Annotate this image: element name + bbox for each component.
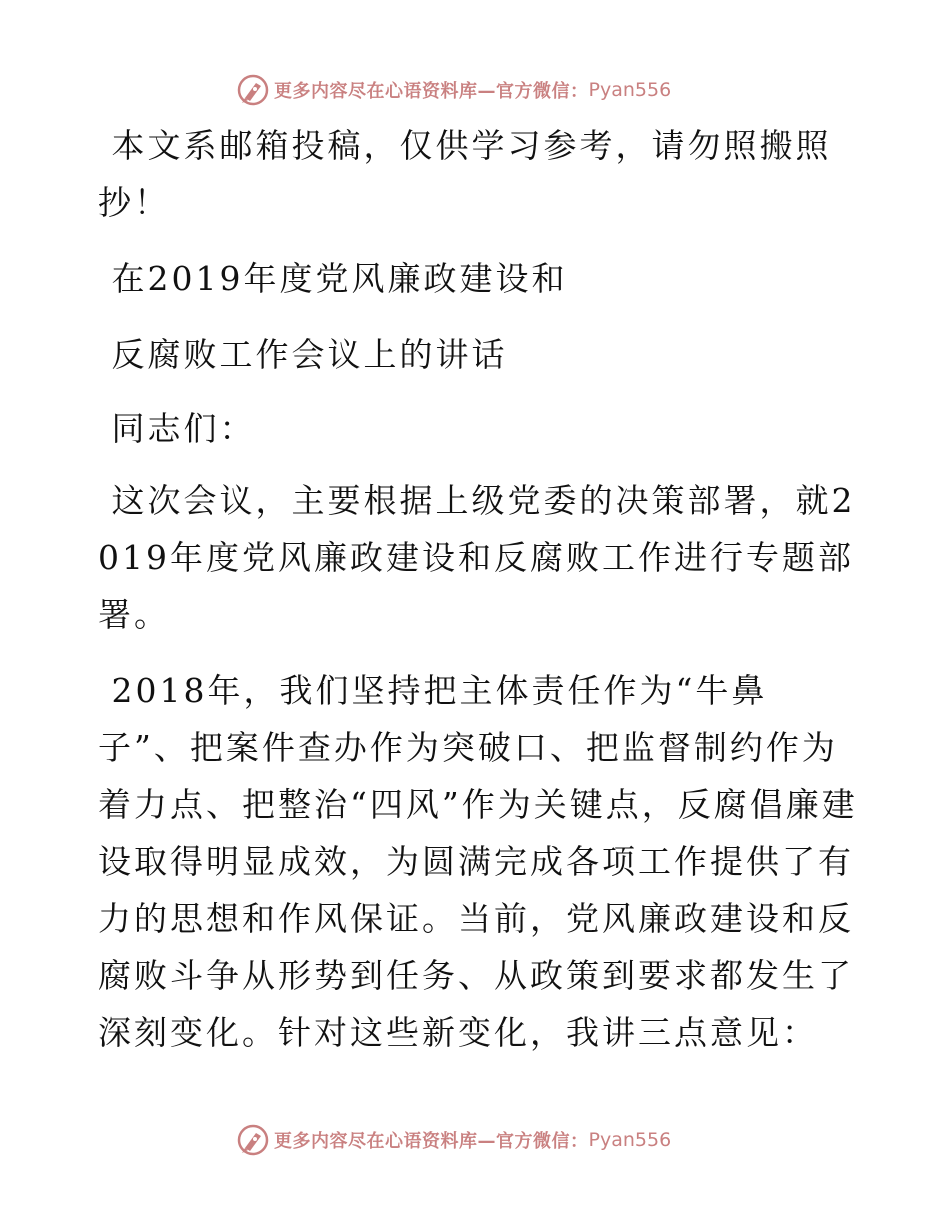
title-line-1: 在2019年度党风廉政建设和 <box>98 259 568 298</box>
paragraph-1: 这次会议，主要根据上级党委的决策部署，就2019年度党风廉政建设和反腐败工作进行专题部署。 <box>98 481 856 634</box>
notice-paragraph: 本文系邮箱投稿，仅供学习参考，请勿照搬照抄！ <box>98 126 832 222</box>
paragraph-2: 2018年，我们坚持把主体责任作为“牛鼻子”、把案件查办作为突破口、把监督制约作为着力点、把整治“四风”作为关键点，反腐倡廉建设取得明显成效，为圆满完成各项工作提供了有力的思想和作风保证。当前，党风廉政建设和反腐败斗争从形势到任务、从政策到要求都发生了深刻变化。针对这些新变化，我讲三点意见： <box>98 671 858 1052</box>
salutation: 同志们： <box>98 409 256 448</box>
watermark-footer <box>236 1122 671 1158</box>
pen-nib-logo-icon <box>236 73 270 107</box>
watermark-text: 更多内容尽在心语资料库—官方微信： <box>274 1131 589 1152</box>
pen-nib-logo-icon <box>236 1123 270 1157</box>
watermark-text: 更多内容尽在心语资料库—官方微信： <box>274 81 589 102</box>
title-line-2: 反腐败工作会议上的讲话 <box>98 335 508 374</box>
watermark-handle: Pyan556 <box>588 1129 672 1151</box>
watermark-header <box>236 72 671 108</box>
watermark-handle: Pyan556 <box>588 79 672 101</box>
